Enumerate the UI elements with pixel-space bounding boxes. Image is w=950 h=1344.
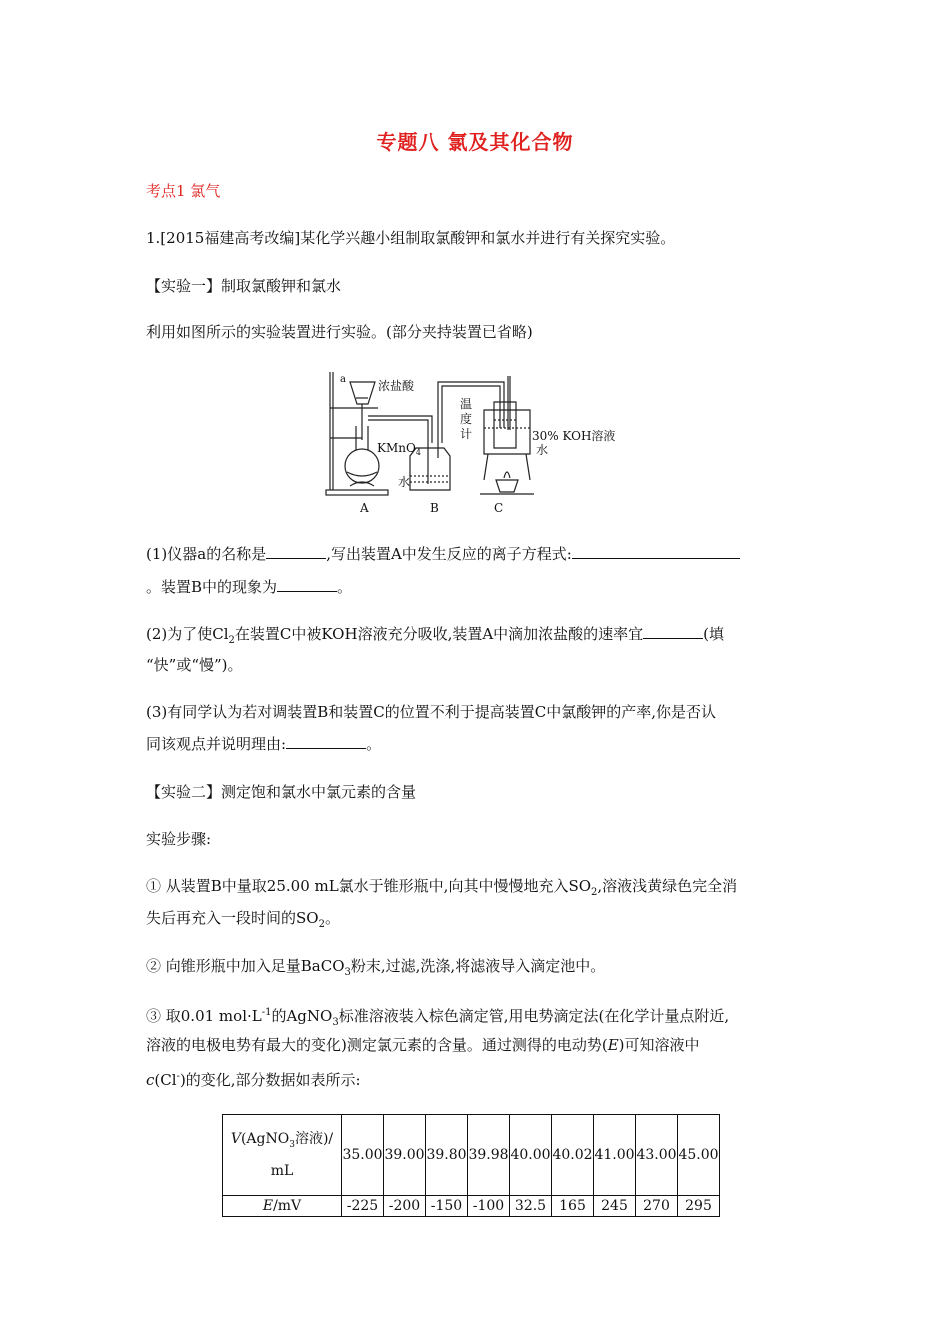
section-heading: 考点1 氯气 <box>146 182 221 200</box>
subq-3-line2: 同该观点并说明理由: 。 <box>146 735 382 753</box>
table-cell: 35.00 <box>342 1115 384 1196</box>
subq-1-line2: 。装置B中的现象为 。 <box>146 578 353 596</box>
step-2: ② 向锥形瓶中加入足量BaCO$_3$粉末,过滤,洗涤,将滤液导入滴定池中。 <box>146 957 606 978</box>
label-C: C <box>494 501 504 515</box>
flask-a <box>345 449 379 483</box>
label-A: A <box>360 501 369 515</box>
experiment-2-title: 【实验二】测定饱和氯水中氯元素的含量 <box>146 783 417 801</box>
table-cell: -150 <box>426 1196 468 1217</box>
answer-blank[interactable] <box>643 624 703 639</box>
table-row-emf <box>223 1196 720 1217</box>
label-koh: 30% KOH溶液 <box>532 429 616 443</box>
separatory-funnel <box>350 382 375 404</box>
label-thermo-1: 温 <box>460 397 473 411</box>
test-tube-c <box>494 402 516 448</box>
table-cell: 245 <box>594 1196 636 1217</box>
label-kmno4: KMnO$_4$ <box>377 441 421 457</box>
titration-data-table <box>222 1114 720 1217</box>
table-cell: 295 <box>678 1196 720 1217</box>
table-cell: 45.00 <box>678 1115 720 1196</box>
table-cell: -225 <box>342 1196 384 1217</box>
label-thermo-2: 度 <box>460 412 473 426</box>
subq-3-line1: (3)有同学认为若对调装置B和装置C的位置不利于提高装置C中氯酸钾的产率,你是否认 <box>146 703 716 721</box>
page-title: 专题八 氯及其化合物 <box>376 130 574 154</box>
label-hcl: 浓盐酸 <box>378 379 415 393</box>
step-3-line1: ③ 取0.01 $mol\cdot L^{-1}$的AgNO$_3$标准溶液装入棕色滴定管,用电势滴定法(在化学计量点附近, <box>146 1007 730 1028</box>
table-cell: 32.5 <box>510 1196 552 1217</box>
label-water-b: 水 <box>398 475 411 489</box>
beaker-c <box>484 410 530 454</box>
table-cell: 40.00 <box>510 1115 552 1196</box>
step-3-line3: c(Cl-)的变化,部分数据如表所示: <box>146 1071 361 1089</box>
label-thermo-3: 计 <box>460 427 473 441</box>
subq-1-line1: (1)仪器a的名称是 ,写出装置A中发生反应的离子方程式: <box>146 544 740 564</box>
alcohol-lamp-c <box>496 480 518 492</box>
table-cell: 39.80 <box>426 1115 468 1196</box>
label-water-c: 水 <box>536 443 549 457</box>
experiment-1-intro: 利用如图所示的实验装置进行实验。(部分夹持装置已省略) <box>146 323 533 341</box>
table-cell: 165 <box>552 1196 594 1217</box>
step-1-line1: ① 从装置B中量取25.00 mL氯水于锥形瓶中,向其中慢慢地充入$SO_2$,溶液浅黄绿色完全消 <box>146 877 738 898</box>
table-cell: 39.98 <box>468 1115 510 1196</box>
answer-blank[interactable] <box>266 544 326 559</box>
row-header-emf: E/mV <box>223 1196 342 1217</box>
label-B: B <box>430 501 439 515</box>
subq-2-line1: (2)为了使$Cl_2$在装置C中被KOH溶液充分吸收,装置A中滴加浓盐酸的速率宜 (填 <box>146 625 725 646</box>
answer-blank[interactable] <box>286 734 366 749</box>
question-1-stem: 1.[2015福建高考改编]某化学兴趣小组制取氯酸钾和氯水并进行有关探究实验。 <box>146 229 676 247</box>
apparatus-diagram <box>320 368 640 516</box>
table-cell: 43.00 <box>636 1115 678 1196</box>
subq-2-line2: “快”或“慢”)。 <box>146 656 243 674</box>
experiment-1-title: 【实验一】制取氯酸钾和氯水 <box>146 277 342 295</box>
answer-blank[interactable] <box>572 544 740 559</box>
table-cell: 41.00 <box>594 1115 636 1196</box>
table-cell: 40.02 <box>552 1115 594 1196</box>
answer-blank[interactable] <box>277 577 337 592</box>
stand-base-a <box>326 490 388 495</box>
label-a: a <box>340 374 346 385</box>
steps-label: 实验步骤: <box>146 830 212 848</box>
table-cell: -100 <box>468 1196 510 1217</box>
table-row-volume <box>223 1115 720 1196</box>
row-header-volume: V(AgNO$_3$溶液)/ mL <box>223 1115 342 1196</box>
table-cell: 39.00 <box>384 1115 426 1196</box>
table-cell: -200 <box>384 1196 426 1217</box>
table-cell: 270 <box>636 1196 678 1217</box>
step-3-line2: 溶液的电极电势有最大的变化)测定氯元素的含量。通过测得的电动势(E)可知溶液中 <box>146 1036 700 1054</box>
step-1-line2: 失后再充入一段时间的$SO_2$。 <box>146 909 340 930</box>
